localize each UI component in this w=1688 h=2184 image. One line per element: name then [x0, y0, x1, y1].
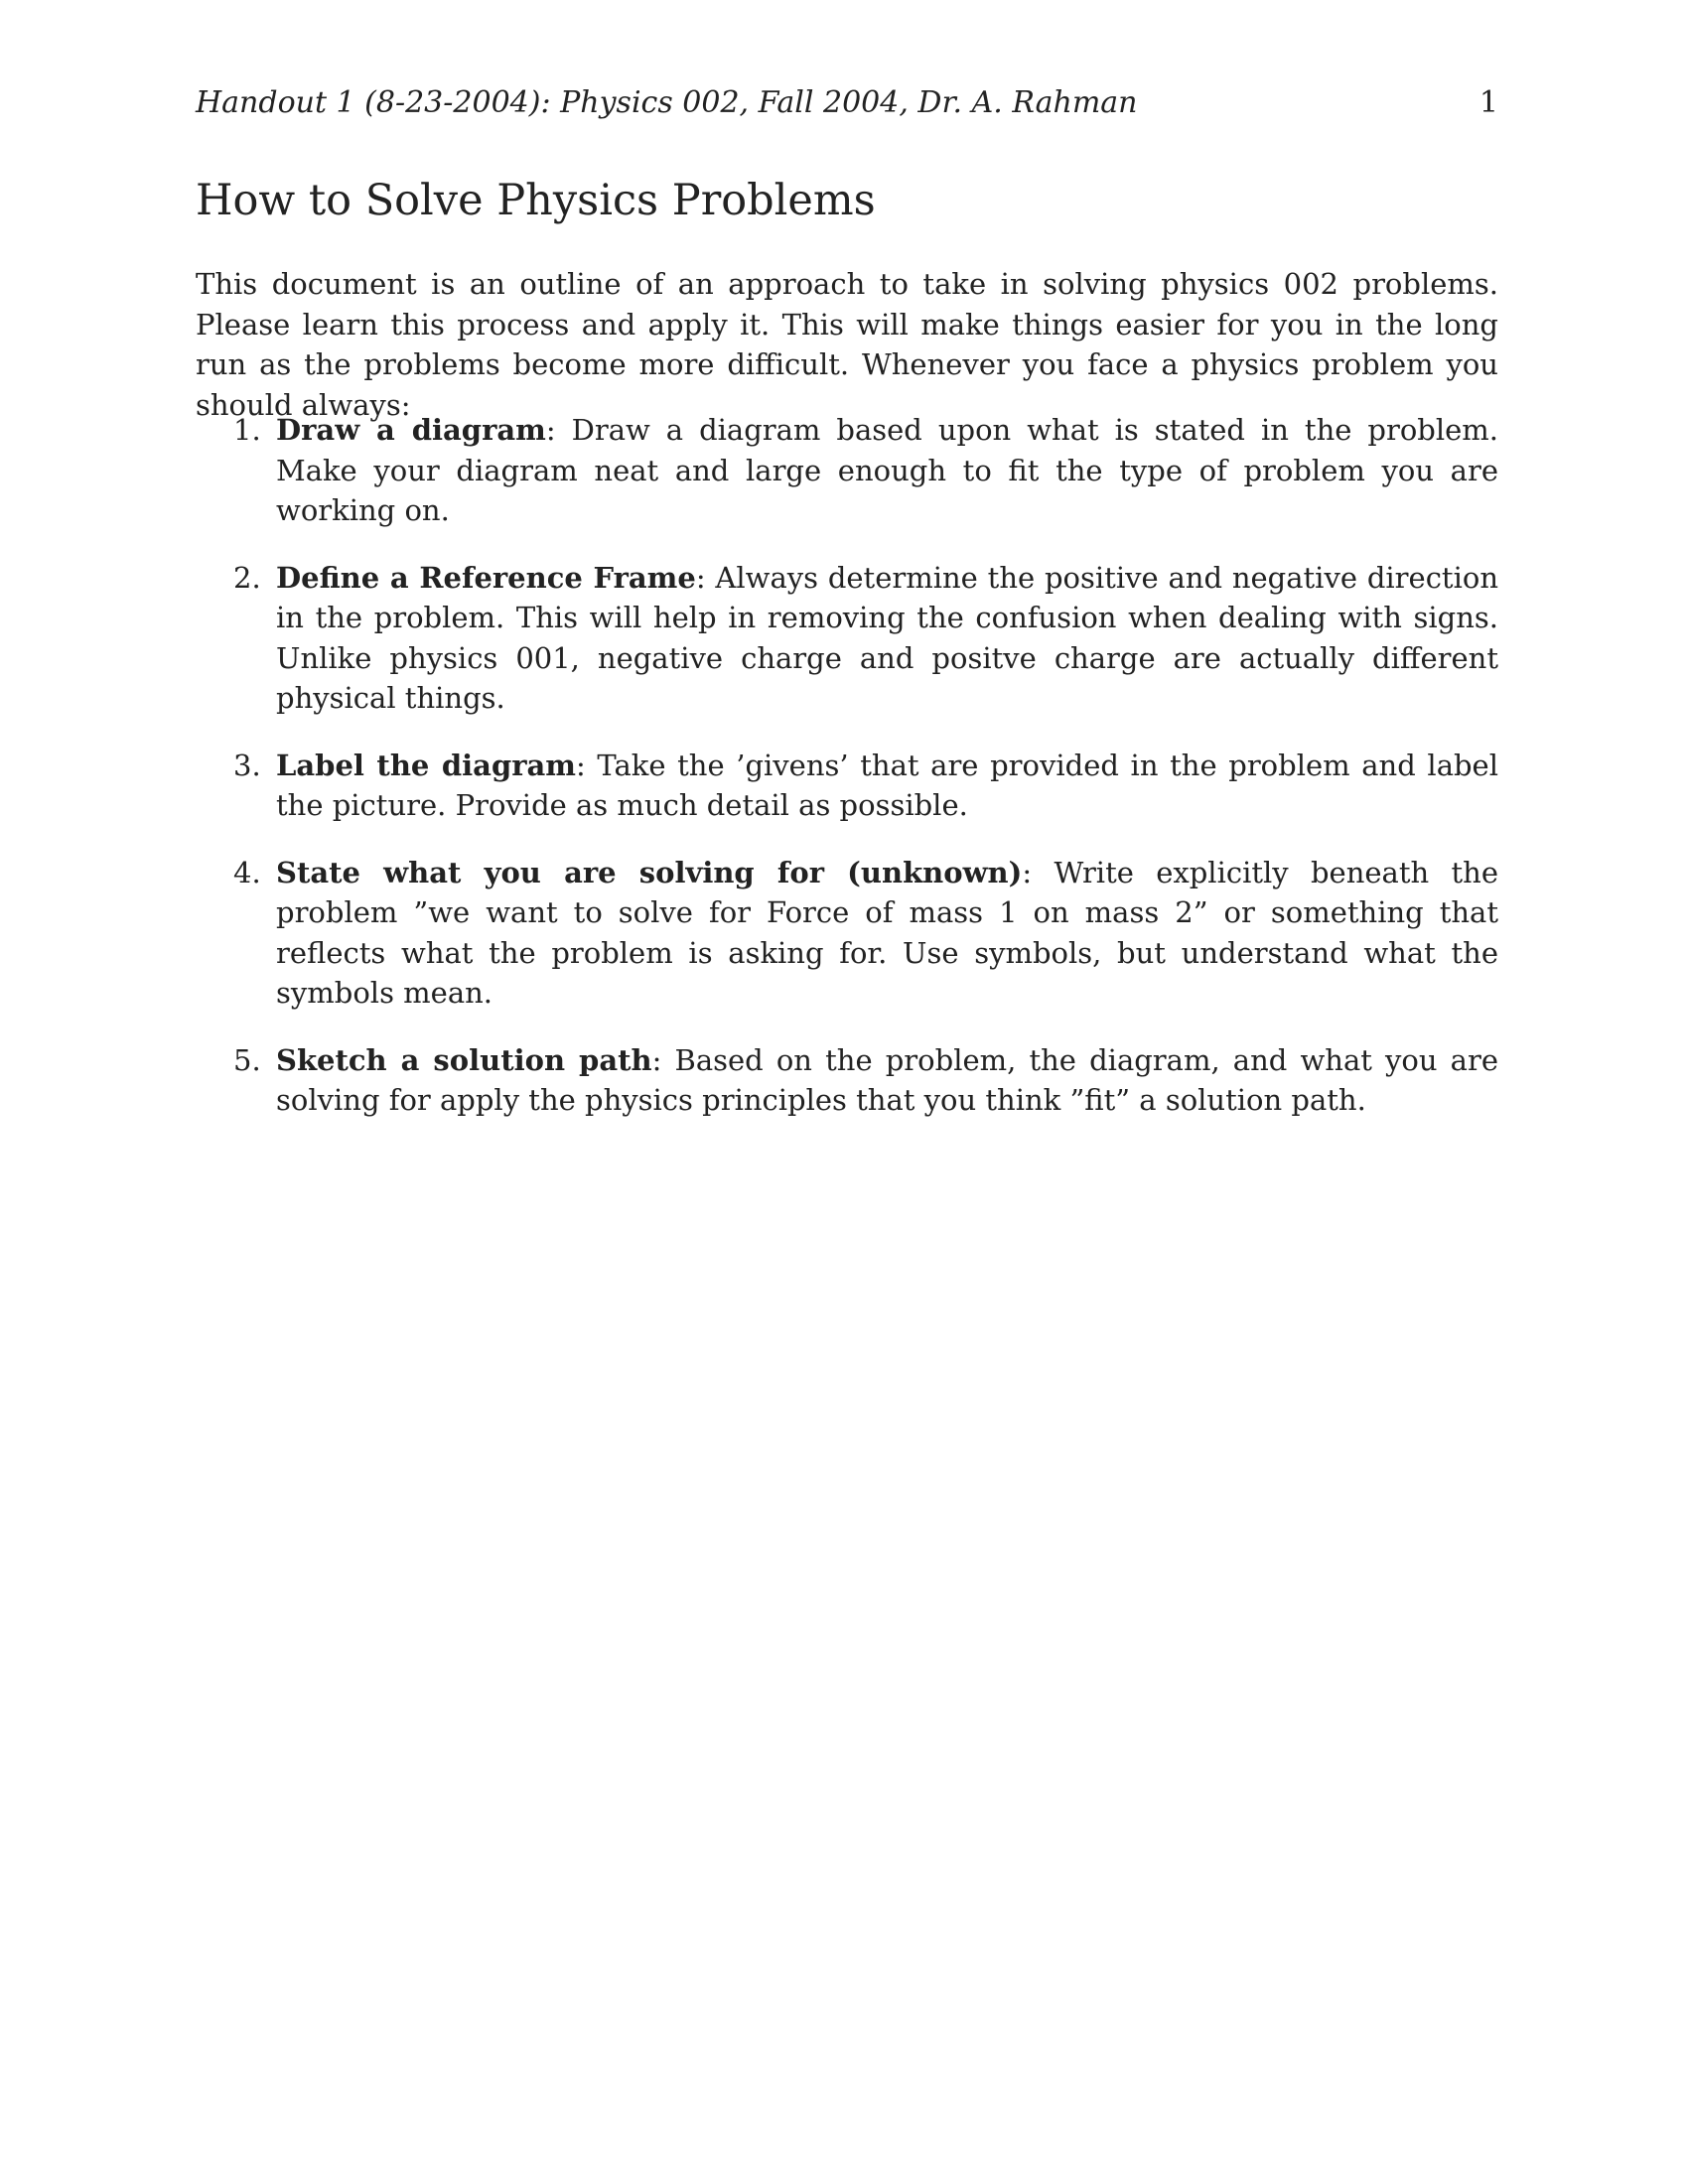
- list-item: [196, 558, 1498, 719]
- page-number: 1: [1478, 85, 1498, 120]
- list-item: [196, 410, 1498, 531]
- step-text: : Take the ’givens’ that are provided in the problem and label the picture. Provide as much detail as possible.: [276, 748, 1498, 822]
- step-title: Define a Reference Frame: [276, 560, 696, 595]
- step-number: 2.: [233, 560, 261, 595]
- step-number: 5.: [233, 1042, 261, 1077]
- document-title: How to Solve Physics Problems: [196, 176, 876, 225]
- step-title: State what you are solving for (unknown): [276, 855, 1023, 889]
- step-number: 1.: [233, 413, 261, 447]
- step-text: : Based on the problem, the diagram, and what you are solving for apply the physics principles that you think ”fit” a solution path.: [276, 1042, 1498, 1117]
- step-text: : Write explicitly beneath the problem ”we want to solve for Force of mass 1 on mass 2” or something that reflects what the problem is asking for. Use symbols, but understand what the symbols mean.: [276, 855, 1498, 1010]
- step-title: Sketch a solution path: [276, 1042, 652, 1077]
- step-text: : Draw a diagram based upon what is stated in the problem. Make your diagram neat and large enough to fit the type of problem you are working on.: [276, 413, 1499, 527]
- steps-list: [196, 410, 1498, 1148]
- step-title: Label the diagram: [276, 748, 576, 782]
- step-title: Draw a diagram: [276, 413, 546, 447]
- list-item: [196, 853, 1498, 1014]
- running-title: Handout 1 (8-23-2004): Physics 002, Fall 2004, Dr. A. Rahman: [196, 85, 1138, 120]
- intro-paragraph: This document is an outline of an approach to take in solving physics 002 problems. Please learn this process and apply it. This will make things easier for you in the long run as the problems become more difficult. Whenever you face a physics problem you should always:: [196, 267, 1498, 422]
- running-header: [196, 83, 1498, 123]
- list-item: [196, 1040, 1498, 1121]
- list-item: [196, 746, 1498, 826]
- step-number: 3.: [233, 748, 261, 782]
- step-text: : Always determine the positive and negative direction in the problem. This will help in removing the confusion when dealing with signs. Unlike physics 001, negative charge and positve charge are actually different physical things.: [276, 560, 1498, 715]
- step-number: 4.: [233, 855, 261, 889]
